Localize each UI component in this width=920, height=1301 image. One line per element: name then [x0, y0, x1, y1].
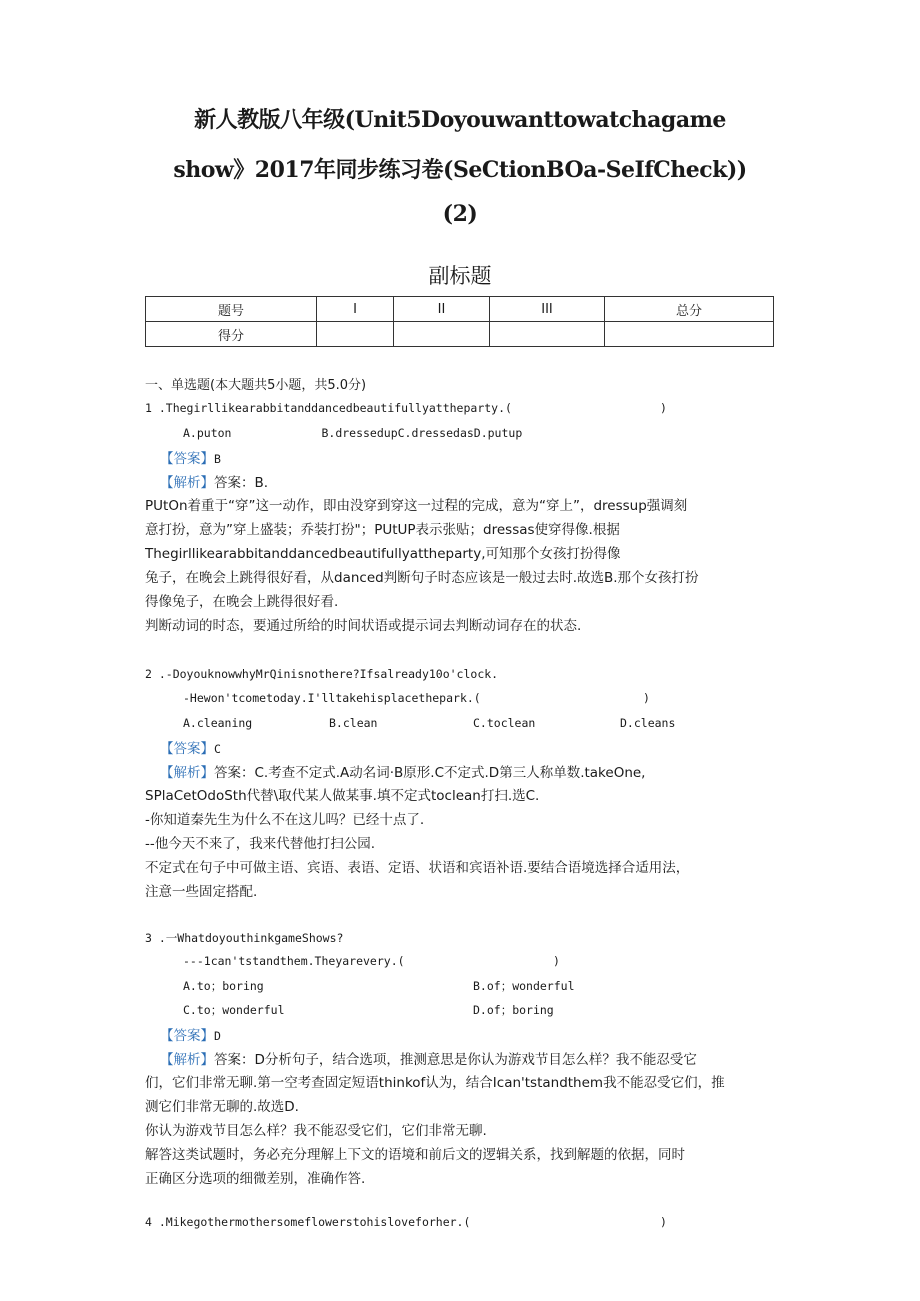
- q2-option-c: C.toclean: [473, 716, 536, 730]
- q2-analysis-line: --他今天不来了，我来代替他打扫公园.: [145, 836, 376, 852]
- q3-option-a: A.to；boring: [183, 979, 264, 993]
- q1-paren-close: ): [660, 401, 667, 415]
- q3-option-d: D.of；boring: [473, 1003, 554, 1017]
- q1-analysis-tag-line: [160, 471, 268, 491]
- table-cell: [605, 322, 774, 347]
- q3-analysis-line: 测它们非常无聊的.故选D.: [145, 1099, 299, 1115]
- table-cell: [394, 322, 490, 347]
- q2-analysis: [145, 784, 775, 904]
- answer-tag: 【答案】: [160, 1028, 214, 1044]
- q2-analysis-line: 答案：C.考查不定式.A动名词·B原形.C不定式.D第三人称单数.takeOne,: [214, 765, 646, 781]
- q1-answer: B: [214, 452, 221, 466]
- analysis-tag: 【解析】: [160, 475, 214, 491]
- q3-stem-2: ---1can'tstandthem.Theyarevery.(: [183, 954, 405, 968]
- q1-analysis-line: 兔子，在晚会上跳得很好看，从danced判断句子时态应该是一般过去时.故选B.那个女孩打扮: [145, 570, 699, 586]
- title-line-1: 新人教版八年级(Unit5Doyouwanttowatchagame: [194, 107, 726, 133]
- q1-answer-line: [160, 447, 221, 467]
- table-cell: II: [394, 297, 490, 322]
- q1-options: A.puton B.dressedupC.dressedasD.putup: [183, 426, 523, 440]
- q2-analysis-line: 注意一些固定搭配.: [145, 884, 258, 900]
- q2-answer-line: [160, 737, 221, 757]
- q1-analysis-line: 答案：B.: [214, 475, 269, 491]
- q1-analysis-line: 判断动词的时态，要通过所给的时间状语或提示词去判断动词存在的状态.: [145, 618, 582, 634]
- q3-analysis-line: 们，它们非常无聊.第一空考查固定短语thinkof认为，结合Ican'tstandthem我不能忍受它们，推: [145, 1075, 725, 1091]
- q3-stem: 3 .一WhatdoyouthinkgameShows?: [145, 931, 344, 945]
- table-cell: 得分: [146, 322, 317, 347]
- analysis-tag: 【解析】: [160, 1052, 214, 1068]
- table-cell: 总分: [605, 297, 774, 322]
- score-table-score-row: [146, 322, 774, 347]
- subtitle: 副标题: [428, 264, 492, 288]
- q2-paren-close: ): [643, 691, 650, 705]
- q2-analysis-tag-line: [160, 761, 645, 781]
- q4-paren-close: ): [660, 1215, 667, 1229]
- q2-option-b: B.clean: [329, 716, 378, 730]
- q1-analysis: [145, 494, 775, 638]
- q1-analysis-line: PUtOn着重于“穿”这一动作，即由没穿到穿这一过程的完成，意为“穿上”，dressup强调刻: [145, 498, 688, 514]
- answer-tag: 【答案】: [160, 741, 214, 757]
- q3-option-c: C.to；wonderful: [183, 1003, 285, 1017]
- q3-answer: D: [214, 1029, 221, 1043]
- q3-analysis: [145, 1071, 775, 1191]
- q4-stem: 4 .Mikegothermothersomeflowerstohisloveforher.(: [145, 1215, 471, 1229]
- title-line-3: (2): [442, 201, 478, 227]
- q2-stem-2: -Hewon'tcometoday.I'lltakehisplacethepark.(: [183, 691, 481, 705]
- table-cell: 题号: [146, 297, 317, 322]
- q2-analysis-line: -你知道秦先生为什么不在这儿吗？已经十点了.: [145, 812, 425, 828]
- q3-analysis-tag-line: [160, 1048, 697, 1068]
- q2-analysis-line: SPlaCetOdoSth代替\取代某人做某事.填不定式toclean打扫.选C.: [145, 788, 540, 804]
- answer-tag: 【答案】: [160, 451, 214, 467]
- q3-answer-line: [160, 1024, 221, 1044]
- table-cell: [317, 322, 394, 347]
- q1-analysis-line: Thegirllikearabbitanddancedbeautifullyattheparty,可知那个女孩打扮得像: [145, 546, 621, 562]
- score-table-header-row: [146, 297, 774, 322]
- score-table: [145, 296, 774, 347]
- q2-option-a: A.cleaning: [183, 716, 253, 730]
- table-cell: III: [490, 297, 605, 322]
- q2-option-d: D.cleans: [620, 716, 676, 730]
- q3-analysis-line: 答案：D分析句子，结合选项，推测意思是你认为游戏节目怎么样？我不能忍受它: [214, 1052, 697, 1068]
- q1-stem: 1 .Thegirllikearabbitanddancedbeautifullyattheparty.(: [145, 401, 512, 415]
- q2-answer: C: [214, 742, 221, 756]
- table-cell: I: [317, 297, 394, 322]
- q2-stem: 2 .-DoyouknowwhyMrQinisnothere?Ifsalready10o'clock.: [145, 667, 499, 681]
- q3-paren-close: ): [553, 954, 560, 968]
- title-line-2: show》2017年同步练习卷(SeCtionBOa-SeIfCheck)): [173, 157, 747, 183]
- analysis-tag: 【解析】: [160, 765, 214, 781]
- table-cell: [490, 322, 605, 347]
- q3-analysis-line: 解答这类试题时，务必充分理解上下文的语境和前后文的逻辑关系，找到解题的依据，同时: [145, 1147, 685, 1163]
- q1-analysis-line: 意打扮，意为”穿上盛装；乔装打扮"；PUtUP表示张贴；dressas使穿得像.根据: [145, 522, 620, 538]
- q1-analysis-line: 得像兔子，在晚会上跳得很好看.: [145, 594, 339, 610]
- q3-option-b: B.of；wonderful: [473, 979, 575, 993]
- q3-analysis-line: 你认为游戏节目怎么样？我不能忍受它们，它们非常无聊.: [145, 1123, 487, 1139]
- q3-analysis-line: 正确区分选项的细微差别，准确作答.: [145, 1171, 366, 1187]
- section-heading: 一、单选题(本大题共5小题，共5.0分): [145, 378, 367, 393]
- q2-analysis-line: 不定式在句子中可做主语、宾语、表语、定语、状语和宾语补语.要结合语境选择合适用法，: [145, 860, 690, 876]
